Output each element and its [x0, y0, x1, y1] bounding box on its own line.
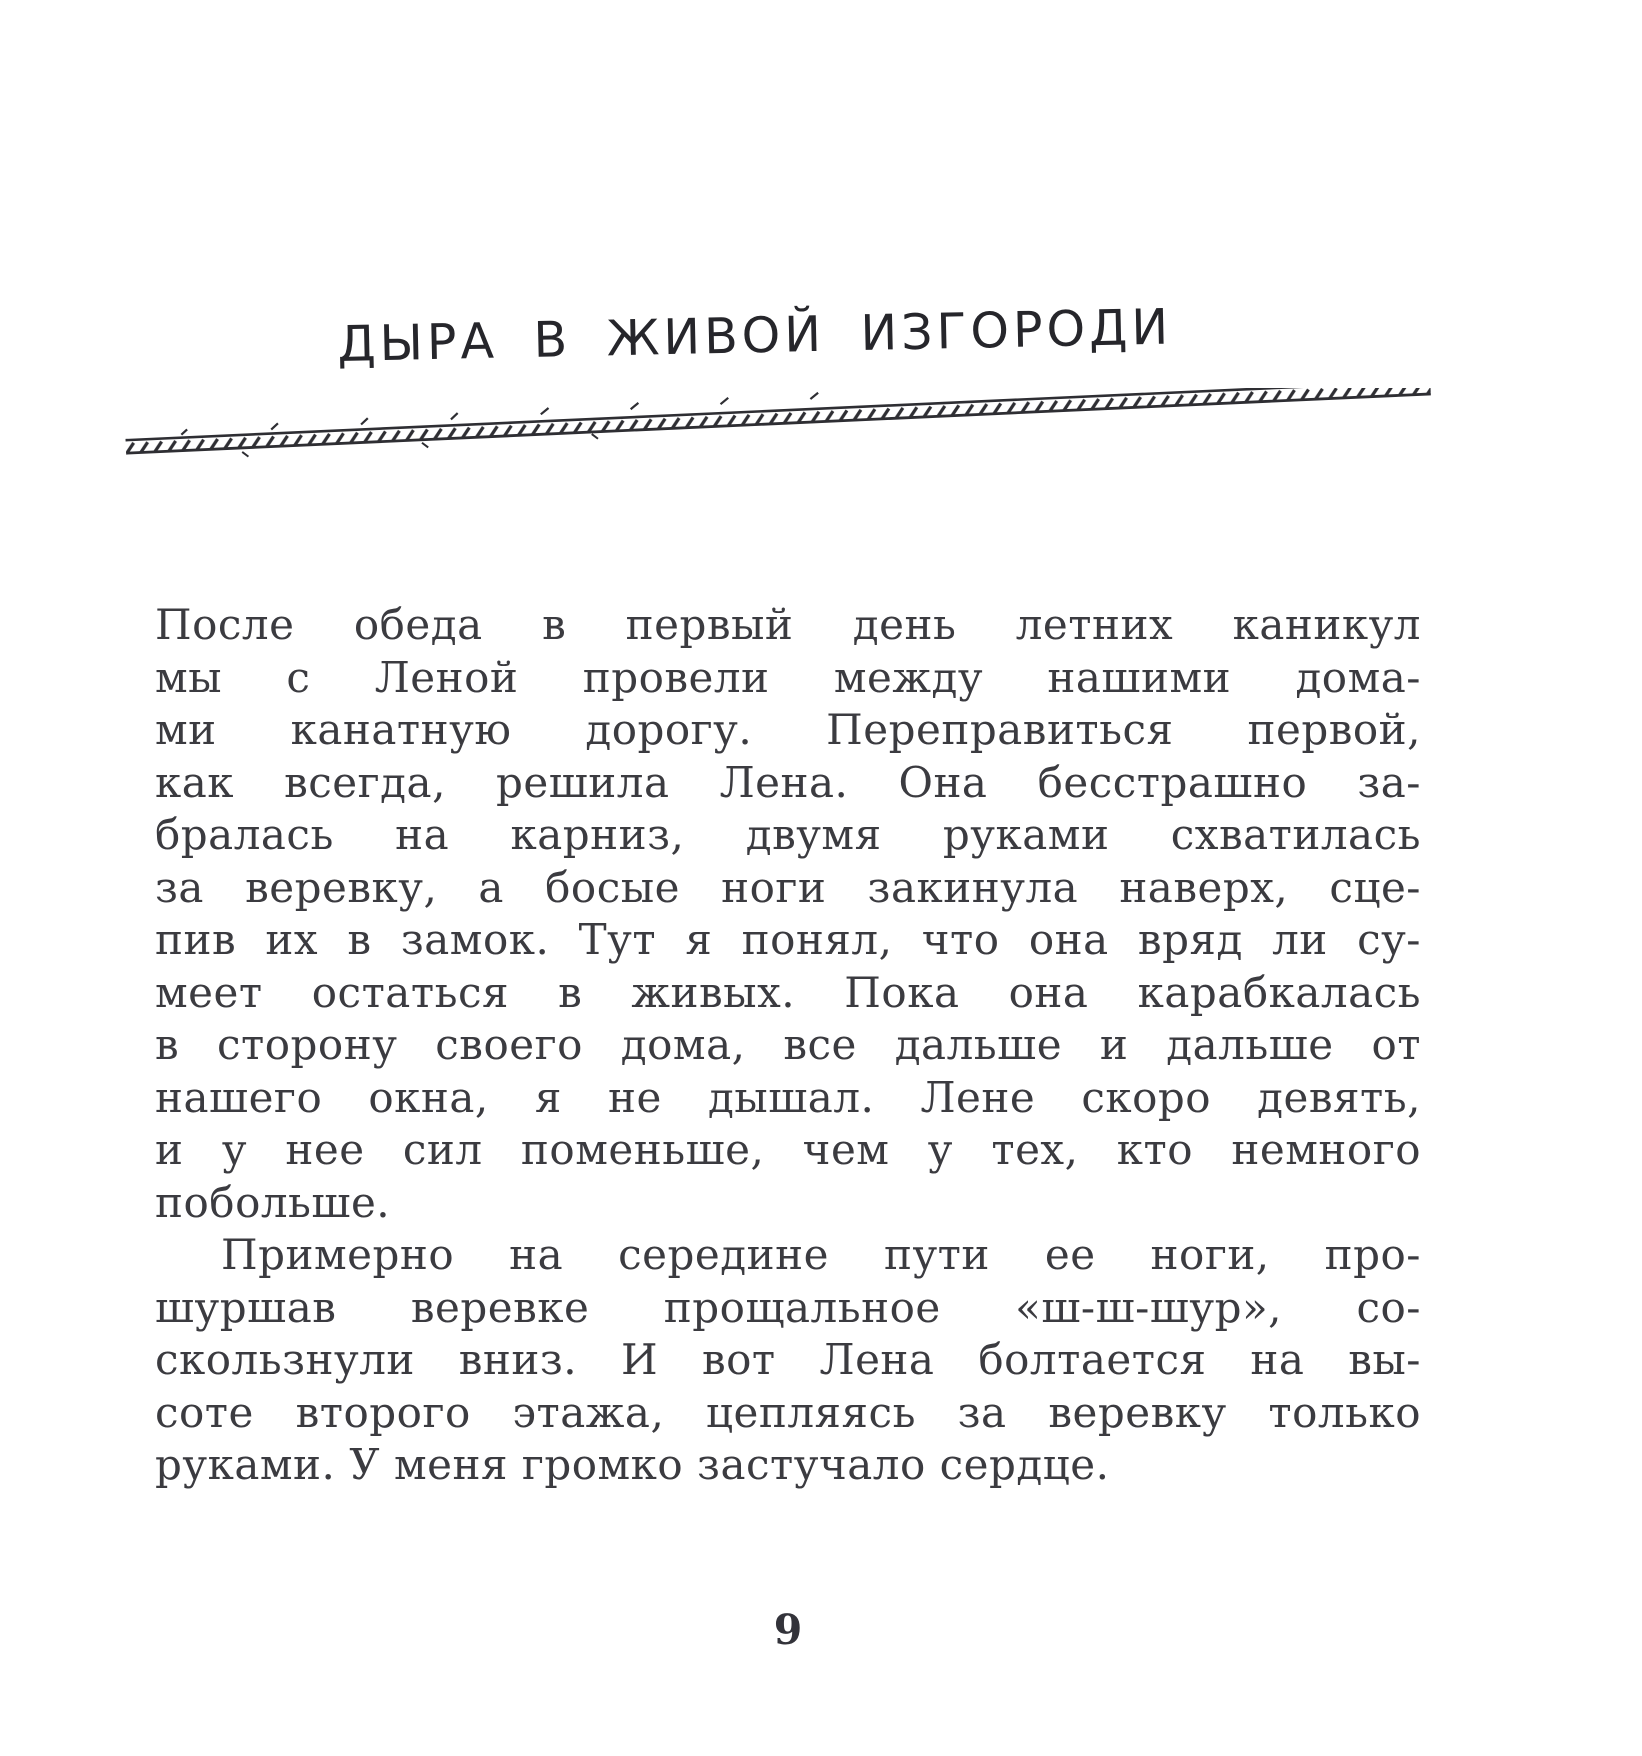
- text-line: После обеда в первый день летних каникул: [155, 600, 1421, 649]
- text-line: бралась на карниз, двумя руками схватилась: [155, 810, 1421, 859]
- text-line: в сторону своего дома, все дальше и дальше от: [155, 1020, 1421, 1069]
- text-line: скользнули вниз. И вот Лена болтается на вы-: [155, 1335, 1421, 1384]
- text-line: соте второго этажа, цепляясь за веревку только: [155, 1387, 1421, 1437]
- body-text: [155, 599, 1421, 1492]
- text-line: меет остаться в живых. Пока она карабкалась: [155, 967, 1421, 1017]
- text-line: шуршав веревке прощальное «ш-ш-шур», со-: [155, 1282, 1421, 1332]
- text-line: и у нее сил поменьше, чем у тех, кто немного: [155, 1125, 1421, 1174]
- hand-drawn-rope-divider: [122, 388, 1442, 472]
- page-number: 9: [773, 1606, 803, 1654]
- text-line: руками. У меня громко застучало сердце.: [155, 1440, 1110, 1489]
- text-line: пив их в замок. Тут я понял, что она вряд ли су-: [155, 915, 1421, 964]
- text-line: за веревку, а босые ноги закинула наверх, сце-: [155, 862, 1421, 912]
- rope-divider-icon: [122, 388, 1442, 472]
- text-line: побольше.: [155, 1177, 391, 1227]
- text-line: мы с Леной провели между нашими дома-: [155, 652, 1421, 702]
- text-line: как всегда, решила Лена. Она бесстрашно за-: [155, 757, 1421, 807]
- text-line: Примерно на середине пути ее ноги, про-: [221, 1230, 1421, 1279]
- text-line: нашего окна, я не дышал. Лене скоро девять,: [155, 1072, 1421, 1122]
- chapter-title: ДЫРА В ЖИВОЙ ИЗГОРОДИ: [336, 298, 1173, 373]
- text-line: ми канатную дорогу. Переправиться первой,: [155, 705, 1421, 754]
